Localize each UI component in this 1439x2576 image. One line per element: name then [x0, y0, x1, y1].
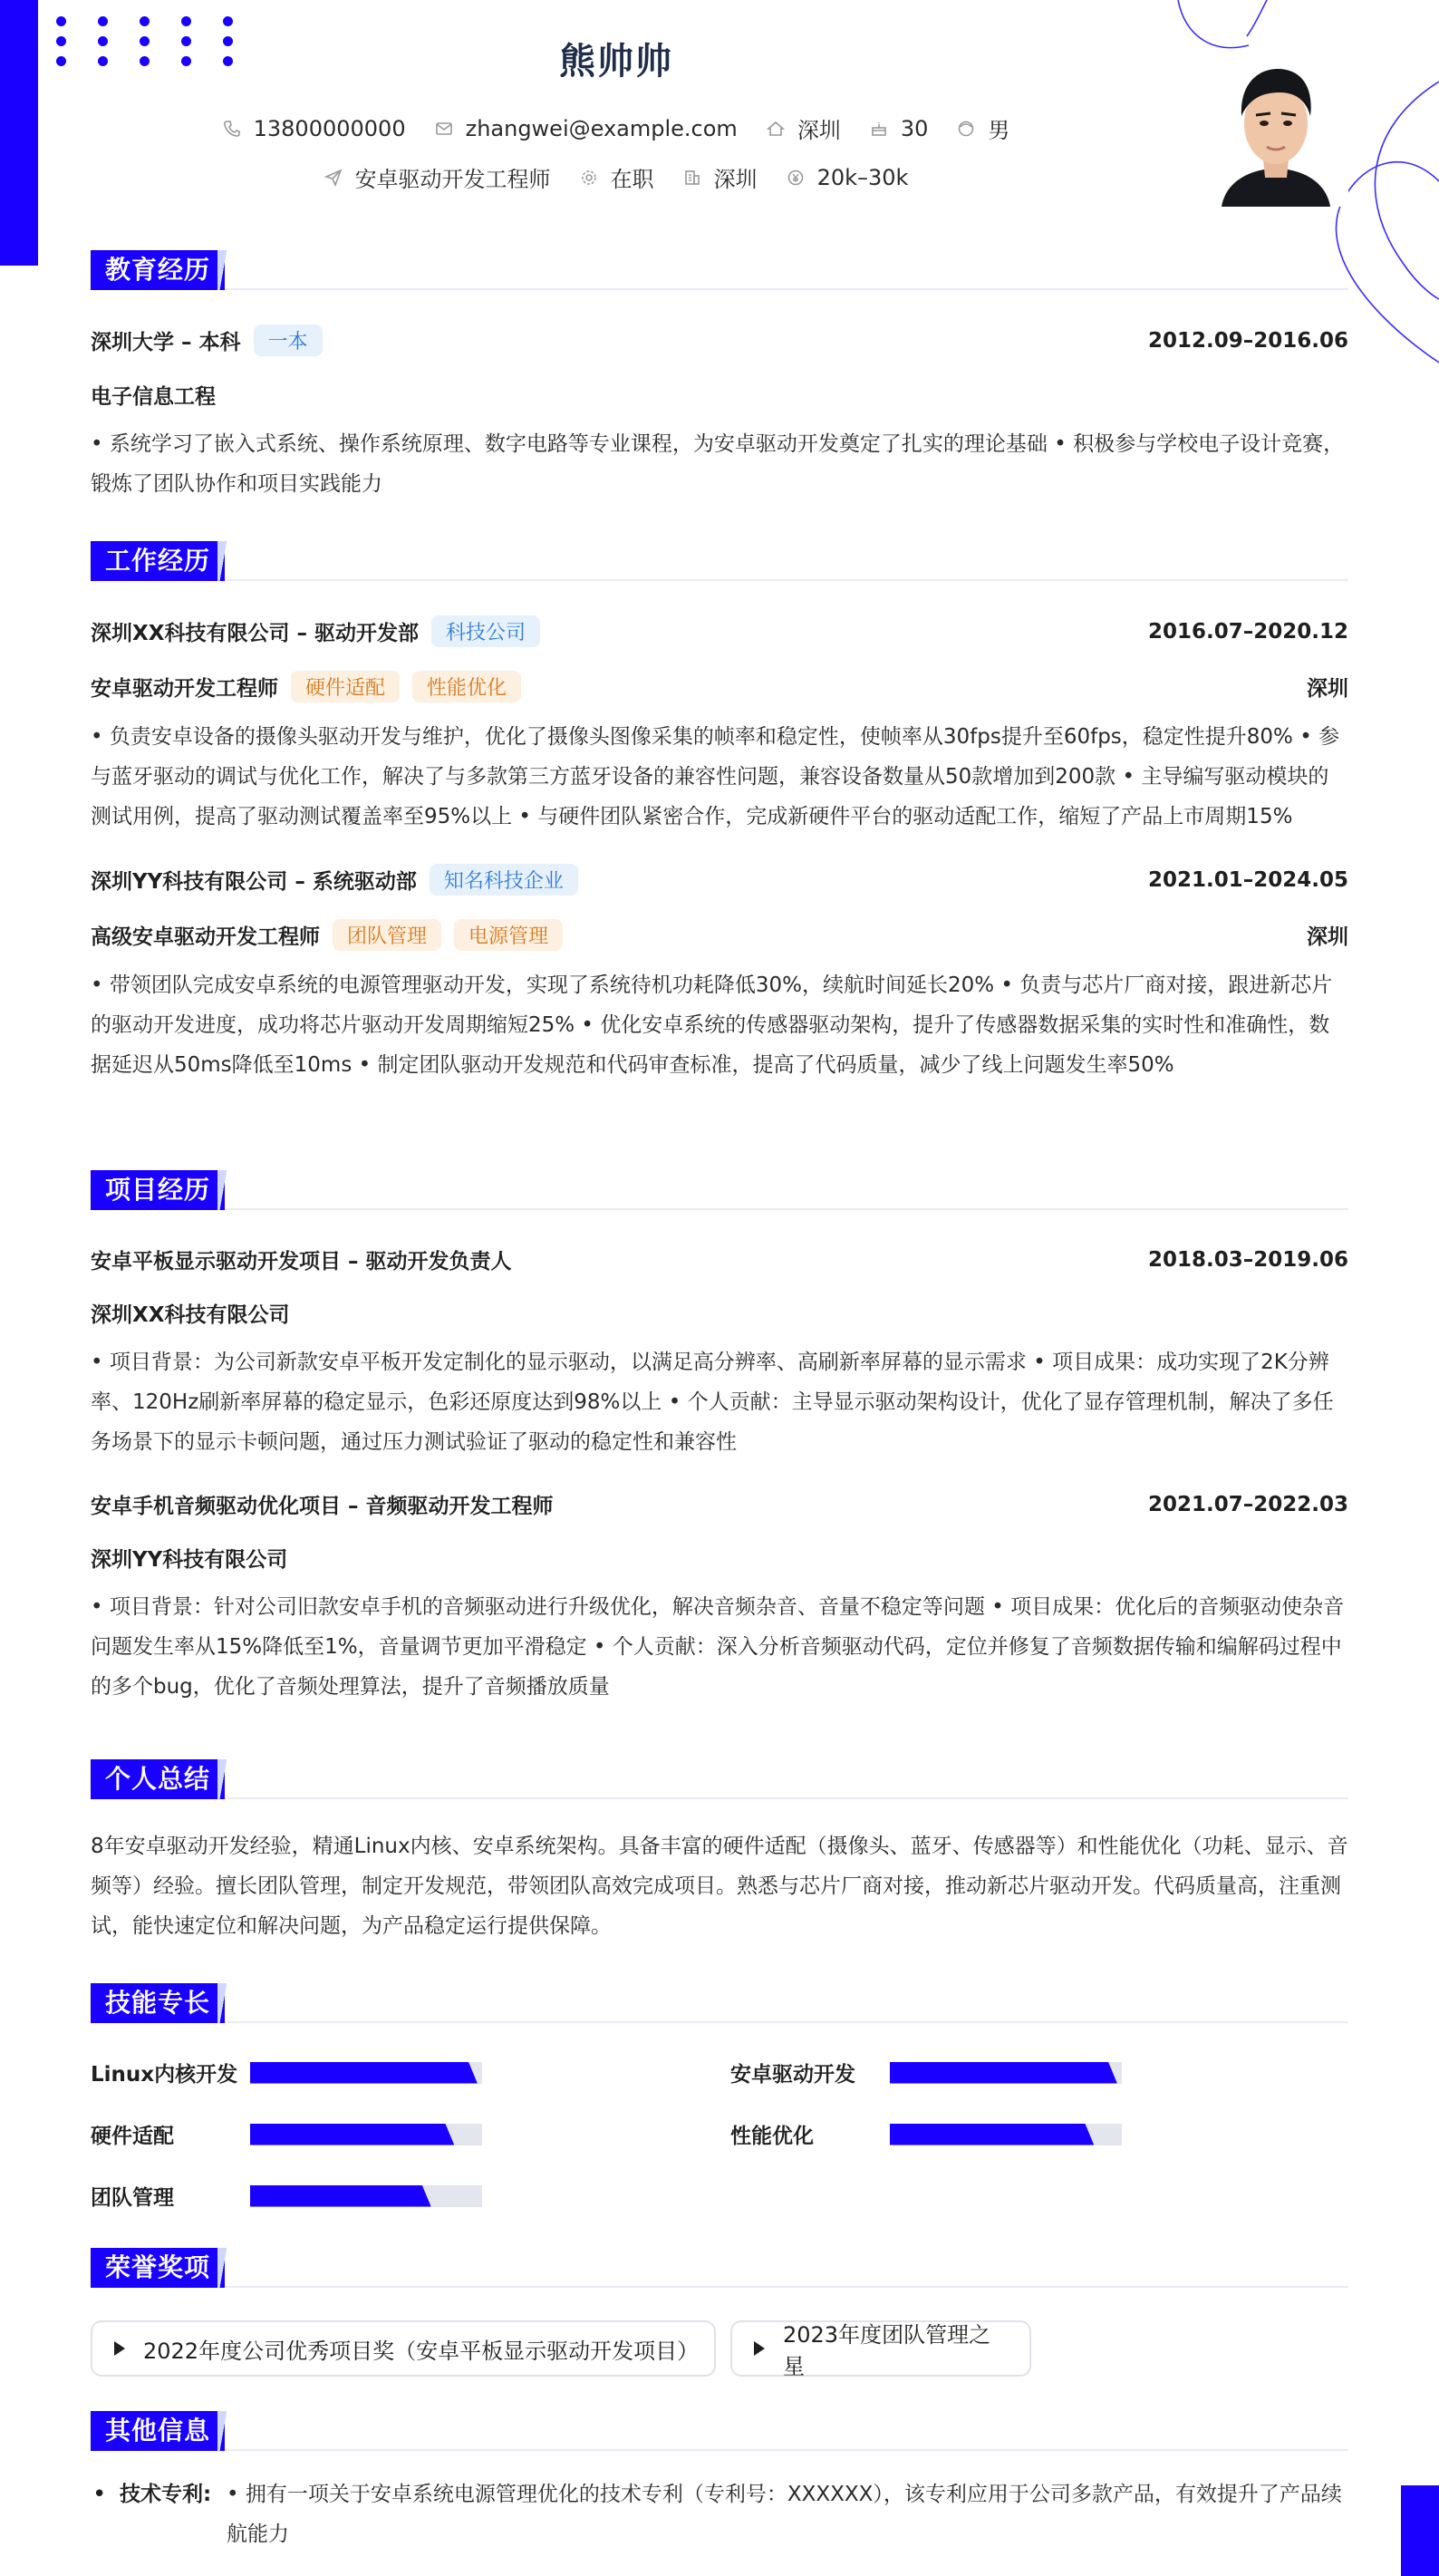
project-desc: • 项目背景：针对公司旧款安卓手机的音频驱动进行升级优化，解决音频杂音、音量不稳定等问题 • 项目成果：优化后的音频驱动使杂音问题发生率从15%降低至1%，音量调节更加平滑稳定 • 个人贡献：深入分析音频驱动代码，定位并修复了音频数据传输和编解码过程中的多个bug，优化了音频处理算法，提升了音频播放质量	[91, 1595, 1345, 1699]
work-city: 深圳	[1307, 925, 1348, 949]
project-row	[91, 1244, 1348, 1274]
project-name: 安卓手机音频驱动优化项目 – 音频驱动开发工程师	[91, 1495, 554, 1518]
patent-text: • 拥有一项关于安卓系统电源管理优化的技术专利（专利号：XXXXXX），该专利应用于公司多款产品，有效提升了产品续航能力	[227, 2483, 1342, 2546]
patent-label: 技术专利:	[120, 2483, 212, 2506]
triangle-right-icon	[754, 2341, 765, 2356]
work-role-row	[91, 919, 1348, 951]
awards-header	[91, 2248, 1348, 2288]
work-section	[91, 541, 1348, 1085]
project-company: 深圳XX科技有限公司	[91, 1303, 290, 1327]
skill-bar-fill	[250, 2062, 478, 2084]
education-header	[91, 250, 1348, 290]
skills-header	[91, 1983, 1348, 2023]
email-item	[435, 116, 738, 141]
skill-bar	[250, 2062, 482, 2084]
building-icon	[683, 169, 701, 187]
paper-plane-icon	[324, 169, 343, 187]
awards-title: 荣誉奖项	[91, 2248, 225, 2288]
award-text: 2023年度团队管理之星	[783, 2322, 991, 2379]
target-city-text: 深圳	[713, 167, 758, 192]
skill-item	[91, 2058, 482, 2087]
cake-icon	[870, 120, 888, 138]
summary-header	[91, 1759, 1348, 1799]
work-header	[91, 541, 1348, 581]
section-title-tail	[217, 2248, 234, 2288]
project-name: 安卓平板显示驱动开发项目 – 驱动开发负责人	[91, 1250, 512, 1273]
projects-section	[91, 1170, 1348, 1707]
job-title-text: 安卓驱动开发工程师	[354, 167, 551, 192]
skill-bar	[890, 2124, 1122, 2145]
awards-section	[91, 2248, 1348, 2393]
major-row	[91, 380, 1348, 410]
money-icon	[787, 169, 805, 187]
major: 电子信息工程	[91, 385, 216, 409]
award-text: 2022年度公司优秀项目奖（安卓平板显示驱动开发项目）	[143, 2338, 700, 2364]
company-tag: 科技公司	[431, 615, 540, 647]
skill-item	[730, 2058, 1122, 2087]
triangle-right-icon	[114, 2341, 125, 2356]
work-role: 高级安卓驱动开发工程师	[91, 925, 320, 949]
gear-icon	[580, 169, 598, 187]
phone-item	[223, 116, 406, 141]
job-title-item	[324, 161, 551, 193]
gender-item	[957, 112, 1009, 144]
skill-name: 硬件适配	[91, 2125, 174, 2148]
skill-name: 性能优化	[730, 2125, 814, 2148]
projects-header	[91, 1170, 1348, 1210]
other-title: 其他信息	[91, 2411, 225, 2451]
work-desc: • 负责安卓设备的摄像头驱动开发与维护，优化了摄像头图像采集的帧率和稳定性，使帧率从30fps提升至60fps，稳定性提升80% • 参与蓝牙驱动的调试与优化工作，解决了与多款第三方蓝牙设备的兼容性问题，兼容设备数量从50款增加到200款 • 主导编写驱动模块的测试用例，提高了驱动测试覆盖率至95%以上 • 与硬件团队紧密合作，完成新硬件平台的驱动适配工作，缩短了产品上市周期15%	[91, 725, 1340, 828]
status-item	[580, 161, 654, 193]
work-title: 工作经历	[91, 541, 225, 581]
contact-info-row	[0, 112, 1232, 144]
skill-item	[91, 2181, 482, 2211]
summary-text: 8年安卓驱动开发经验，精通Linux内核、安卓系统架构。具备丰富的硬件适配（摄像头、蓝牙、传感器等）和性能优化（功耗、显示、音频等）经验。擅长团队管理，制定开发规范，带领团队高效完成项目。熟悉与芯片厂商对接，推动新芯片驱动开发。代码质量高，注重测试，能快速定位和解决问题，为产品稳定运行提供保障。	[91, 1835, 1348, 1938]
skill-name: 团队管理	[91, 2186, 174, 2210]
skill-bar	[890, 2062, 1122, 2084]
skill-item	[91, 2119, 482, 2149]
company-tag: 知名科技企业	[430, 864, 578, 896]
other-header	[91, 2411, 1348, 2451]
role-tag: 电源管理	[454, 919, 563, 951]
section-title-tail	[217, 250, 234, 290]
project-date: 2018.03–2019.06	[1147, 1247, 1348, 1272]
other-section	[91, 2411, 1348, 2554]
skill-item	[730, 2119, 1122, 2149]
right-accent-block	[1401, 2485, 1439, 2576]
gender-text: 男	[988, 118, 1010, 143]
candidate-name: 熊帅帅	[559, 41, 673, 82]
role-tag: 硬件适配	[291, 671, 400, 702]
age-text: 30	[900, 115, 929, 141]
skill-bar-fill	[890, 2124, 1094, 2145]
work-date: 2016.07–2020.12	[1147, 619, 1348, 644]
phone-icon	[223, 120, 241, 138]
education-row	[91, 324, 1348, 356]
project-desc: • 项目背景：为公司新款安卓平板开发定制化的显示驱动，以满足高分辨率、高刷新率屏幕的显示需求 • 项目成果：成功实现了2K分辨率、120Hz刷新率屏幕的稳定显示，色彩还原度达到98%以上 • 个人贡献：主导显示驱动架构设计，优化了显存管理机制，解决了多任务场景下的显示卡顿问题，通过压力测试验证了驱动的稳定性和兼容性	[91, 1351, 1334, 1454]
patent-row	[91, 2474, 1348, 2554]
city-text: 深圳	[797, 118, 841, 143]
work-company: 深圳XX科技有限公司 – 驱动开发部	[91, 622, 419, 645]
project-company-row	[91, 1298, 1348, 1328]
work-date: 2021.01–2024.05	[1147, 867, 1348, 892]
status-text: 在职	[610, 167, 654, 192]
mail-icon	[435, 120, 453, 138]
school-tag: 一本	[254, 324, 323, 356]
email-text: zhangwei@example.com	[465, 115, 738, 141]
bullet-icon: •	[92, 2481, 107, 2508]
summary-section	[91, 1759, 1348, 1946]
job-info-row	[0, 161, 1232, 193]
section-title-tail	[217, 2411, 234, 2451]
summary-title: 个人总结	[91, 1759, 225, 1799]
target-city-item	[683, 161, 758, 193]
award-item	[91, 2320, 716, 2377]
education-date: 2012.09–2016.06	[1147, 328, 1348, 353]
skill-bar	[250, 2185, 482, 2207]
skill-name: 安卓驱动开发	[730, 2063, 855, 2087]
skill-bar	[250, 2124, 482, 2145]
section-title-tail	[217, 1983, 234, 2023]
work-city: 深圳	[1307, 677, 1348, 701]
work-role: 安卓驱动开发工程师	[91, 677, 278, 701]
education-section	[91, 250, 1348, 504]
section-title-tail	[217, 1759, 234, 1799]
city-item	[767, 112, 841, 144]
skills-title: 技能专长	[91, 1983, 225, 2023]
role-tag: 团队管理	[333, 919, 441, 951]
salary-text: 20k–30k	[816, 164, 909, 190]
projects-title: 项目经历	[91, 1170, 225, 1210]
skill-name: Linux内核开发	[91, 2063, 238, 2087]
project-date: 2021.07–2022.03	[1147, 1492, 1348, 1516]
skill-bar-fill	[890, 2062, 1117, 2084]
skill-bar-fill	[250, 2124, 454, 2145]
phone-text: 13800000000	[253, 115, 406, 141]
skills-section	[91, 1983, 1348, 2228]
work-company-row	[91, 615, 1348, 647]
work-company-row	[91, 864, 1348, 896]
age-item	[870, 116, 929, 141]
skill-bar-fill	[250, 2185, 431, 2207]
avatar	[1203, 53, 1348, 207]
education-desc: • 系统学习了嵌入式系统、操作系统原理、数字电路等专业课程，为安卓驱动开发奠定了扎实的理论基础 • 积极参与学校电子设计竞赛，锻炼了团队协作和项目实践能力	[91, 432, 1345, 496]
award-item	[730, 2320, 1031, 2377]
work-desc: • 带领团队完成安卓系统的电源管理驱动开发，实现了系统待机功耗降低30%，续航时间延长20% • 负责与芯片厂商对接，跟进新芯片的驱动开发进度，成功将芯片驱动开发周期缩短25% • 优化安卓系统的传感器驱动架构，提升了传感器数据采集的实时性和准确性，数据延迟从50ms降低至10ms • 制定团队驱动开发规范和代码审查标准，提高了代码质量，减少了线上问题发生率50%	[91, 973, 1333, 1077]
home-icon	[767, 120, 785, 138]
section-title-tail	[217, 541, 234, 581]
project-row	[91, 1489, 1348, 1519]
salary-item	[787, 165, 909, 190]
education-title: 教育经历	[91, 250, 225, 290]
face-icon	[957, 120, 975, 138]
work-role-row	[91, 671, 1348, 702]
project-company-row	[91, 1543, 1348, 1573]
project-company: 深圳YY科技有限公司	[91, 1548, 288, 1572]
work-company: 深圳YY科技有限公司 – 系统驱动部	[91, 870, 417, 894]
role-tag: 性能优化	[412, 671, 521, 702]
school-name: 深圳大学 – 本科	[91, 331, 241, 354]
section-title-tail	[217, 1170, 234, 1210]
